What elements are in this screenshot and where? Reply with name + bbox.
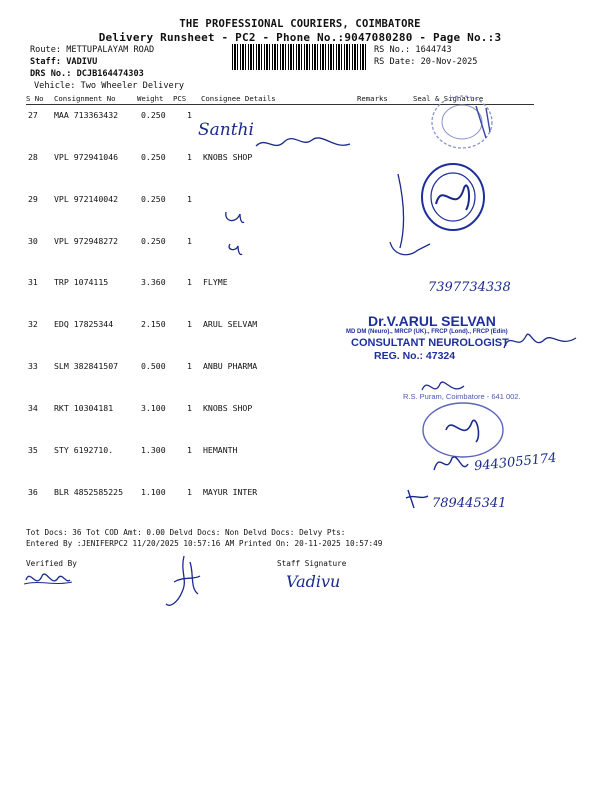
row-sno: 32 (28, 319, 38, 329)
stamp-registration: REG. No.: 47324 (374, 350, 456, 362)
signature-row35 (430, 448, 470, 478)
stamp-address: R.S. Puram, Coimbatore - 641 002. (403, 392, 521, 401)
rs-date: RS Date: 20-Nov-2025 (374, 57, 478, 67)
row-pcs: 1 (187, 487, 192, 497)
signature-row33 (418, 372, 468, 402)
handwritten-phone-2: 9443055174 (473, 450, 558, 475)
row-pcs: 1 (187, 152, 192, 162)
doctor-signature (500, 326, 580, 356)
row-weight: 0.250 (141, 236, 166, 246)
row-sno: 29 (28, 194, 38, 204)
col-weight: Weight (137, 94, 164, 103)
row-sno: 35 (28, 445, 38, 455)
row-consignment: RKT 10304181 (54, 403, 114, 413)
drs-number: DRS No.: DCJB164474303 (30, 69, 144, 79)
entry-signature (160, 552, 210, 614)
verified-by-label: Verified By (26, 559, 77, 568)
long-pen-stroke (378, 170, 438, 270)
row-weight: 0.250 (141, 152, 166, 162)
rs-number: RS No.: 1644743 (374, 45, 452, 55)
staff-label: Staff: VADIVU (30, 57, 98, 67)
handwritten-name: Santhi (198, 120, 254, 140)
row-sno: 28 (28, 152, 38, 162)
col-consignee: Consignee Details (201, 94, 276, 103)
verifier-signature (22, 560, 74, 594)
row-weight: 3.360 (141, 277, 166, 287)
row-pcs: 1 (187, 361, 192, 371)
row-consignment: SLM 382841507 (54, 361, 119, 371)
row-weight: 0.500 (141, 361, 166, 371)
row-consignee: ANBU PHARMA (203, 361, 258, 371)
row-pcs: 1 (187, 110, 192, 120)
row-sno: 34 (28, 403, 38, 413)
row-consignment: VPL 972941046 (54, 152, 119, 162)
handwritten-phone-3: 789445341 (432, 496, 507, 511)
row-consignee: HEMANTH (203, 445, 238, 455)
handwritten-phone-1: 7397734338 (428, 280, 511, 295)
row-weight: 0.250 (141, 110, 166, 120)
row-consignment: EDQ 17825344 (54, 319, 114, 329)
row-consignment: TRP 1074115 (54, 277, 109, 287)
vehicle-label: Vehicle: Two Wheeler Delivery (34, 81, 185, 91)
row-pcs: 1 (187, 194, 192, 204)
row-consignment: STY 6192710. (54, 445, 114, 455)
row-pcs: 1 (187, 403, 192, 413)
signature-row36 (404, 486, 432, 512)
row-weight: 2.150 (141, 319, 166, 329)
row-weight: 1.300 (141, 445, 166, 455)
row-sno: 33 (28, 361, 38, 371)
row-sno: 31 (28, 277, 38, 287)
company-title: THE PROFESSIONAL COURIERS, COIMBATORE (179, 18, 421, 30)
totals-line: Tot Docs: 36 Tot COD Amt: 0.00 Delvd Docs: Non Delvd Docs: Delvy Pts: (26, 528, 346, 537)
row-consignee: KNOBS SHOP (203, 152, 253, 162)
col-sno: S No (26, 94, 44, 103)
row-sno: 30 (28, 236, 38, 246)
staff-handwritten-signature: Vadivu (286, 572, 341, 591)
row-consignment: VPL 972140042 (54, 194, 119, 204)
row-consignment: BLR 4852585225 (54, 487, 124, 497)
row-weight: 3.100 (141, 403, 166, 413)
stamp-qualifications: MD DM (Neuro)., MRCP (UK)., FRCP (Lond)., FRCP (Edin) (346, 329, 508, 335)
route-label: Route: METTUPALAYAM ROAD (30, 45, 155, 55)
row-pcs: 1 (187, 236, 192, 246)
row-consignee: FLYME (203, 277, 228, 287)
row-consignee: KNOBS SHOP (203, 403, 253, 413)
staff-signature-label: Staff Signature (277, 559, 347, 568)
row-weight: 0.250 (141, 194, 166, 204)
row-consignment: MAA 713363432 (54, 110, 119, 120)
stamp-consultant-title: CONSULTANT NEUROLOGIST (351, 337, 509, 349)
row-pcs: 1 (187, 445, 192, 455)
row-consignment: VPL 972948272 (54, 236, 119, 246)
faded-stamp (428, 92, 498, 150)
signature-scribble-row28 (254, 132, 354, 156)
row-pcs: 1 (187, 277, 192, 287)
stamp-doctor-name: Dr.V.ARUL SELVAN (368, 313, 496, 329)
entered-by-line: Entered By :JENIFERPC2 11/20/2025 10:57:16 AM Printed On: 20-11-2025 10:57:49 (26, 539, 383, 548)
col-pcs: PCS (173, 94, 187, 103)
row-weight: 1.100 (141, 487, 166, 497)
handwritten-marks (220, 204, 250, 260)
runsheet-subtitle: Delivery Runsheet - PC2 - Phone No.:9047080280 - Page No.:3 (98, 31, 502, 44)
row-sno: 36 (28, 487, 38, 497)
barcode (232, 44, 368, 70)
col-seal-signature: Seal & Signature (413, 94, 484, 103)
row-sno: 27 (28, 110, 38, 120)
row-consignee: MAYUR INTER (203, 487, 258, 497)
row-consignee: ARUL SELVAM (203, 319, 258, 329)
col-remarks: Remarks (357, 94, 388, 103)
col-consignment: Consignment No (54, 94, 116, 103)
row-pcs: 1 (187, 319, 192, 329)
